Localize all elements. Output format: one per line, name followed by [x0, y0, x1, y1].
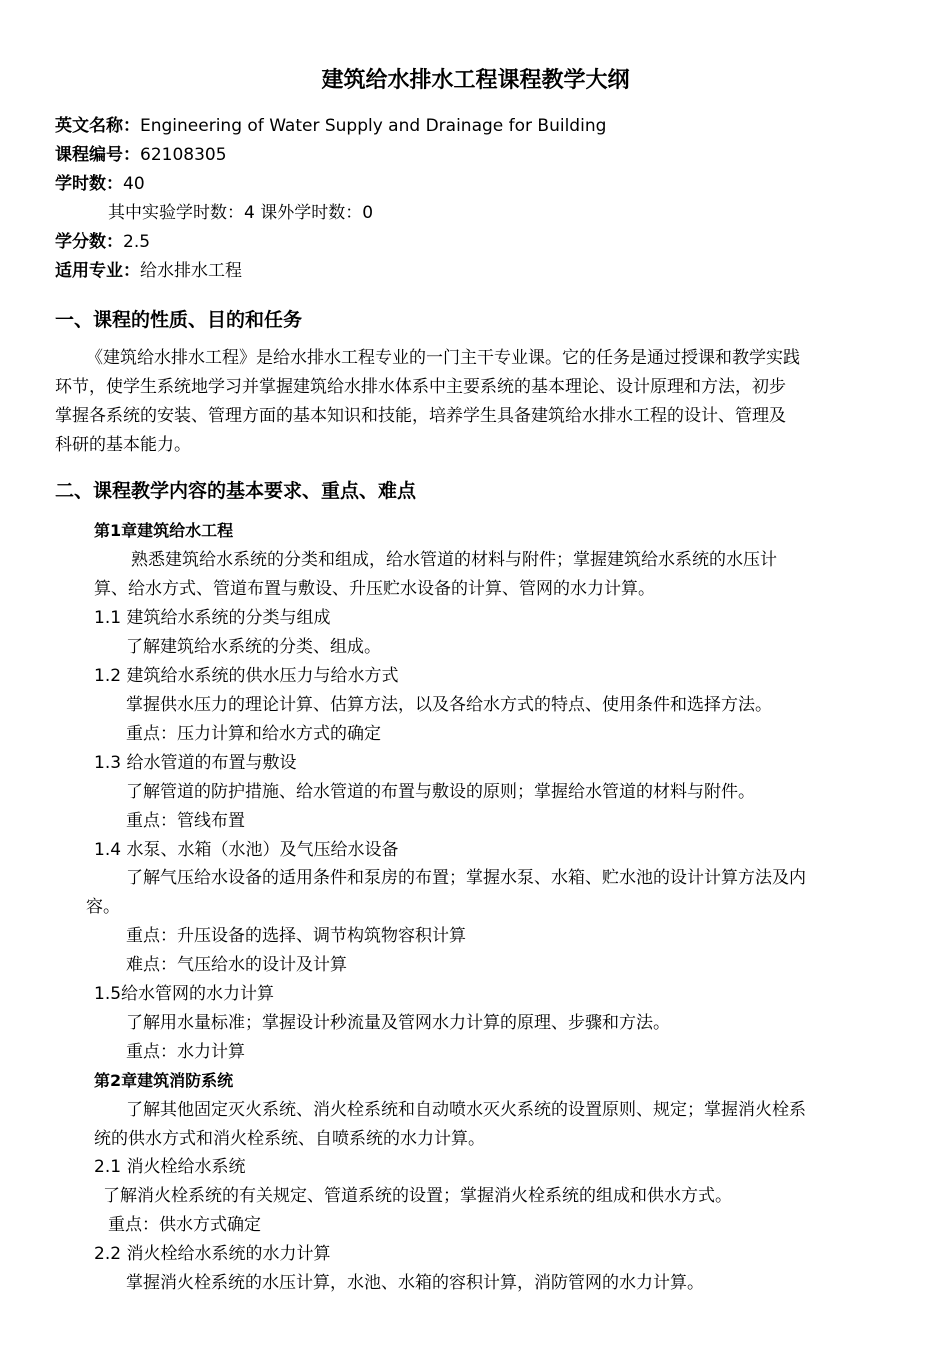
chapter1-title: 第1章建筑给水工程 [94, 521, 234, 540]
section-1-1-text: 了解建筑给水系统的分类、组成。 [126, 637, 381, 657]
chapter1-intro-line-2: 算、给水方式、管道布置与敷设、升压贮水设备的计算、管网的水力计算。 [94, 579, 655, 599]
section-2-2-heading: 2.2 消火栓给水系统的水力计算 [94, 1244, 331, 1264]
section-2-1-heading: 2.1 消火栓给水系统 [94, 1157, 246, 1177]
section-2-2-text: 掌握消火栓系统的水压计算，水池、水箱的容积计算，消防管网的水力计算。 [126, 1273, 704, 1293]
course-code-value: 62108305 [140, 145, 227, 165]
major-label: 适用专业： [55, 261, 140, 281]
section-1-3-heading: 1.3 给水管道的布置与敷设 [94, 753, 297, 773]
section-2-1-text: 了解消火栓系统的有关规定、管道系统的设置；掌握消火栓系统的组成和供水方式。 [103, 1186, 732, 1206]
section-1-2-keypoint: 重点：压力计算和给水方式的确定 [126, 724, 381, 744]
section-1-4-keypoint: 重点：升压设备的选择、调节构筑物容积计算 [126, 926, 466, 946]
english-name-line [55, 114, 606, 138]
section1-line-2: 环节，使学生系统地学习并掌握建筑给水排水体系中主要系统的基本理论、设计原理和方法，初步 [55, 377, 786, 397]
section-1-2-text: 掌握供水压力的理论计算、估算方法，以及各给水方式的特点、使用条件和选择方法。 [126, 695, 772, 715]
credits-value: 2.5 [123, 232, 151, 252]
section1-heading: 一、课程的性质、目的和任务 [55, 309, 303, 331]
hours-line [55, 172, 145, 196]
major-value: 给水排水工程 [140, 261, 242, 281]
section1-line-3: 掌握各系统的安装、管理方面的基本知识和技能，培养学生具备建筑给水排水工程的设计、管理及 [55, 406, 786, 426]
course-code-label: 课程编号： [55, 145, 140, 165]
section-1-1-heading: 1.1 建筑给水系统的分类与组成 [94, 608, 331, 628]
section1-line-1: 《建筑给水排水工程》是给水排水工程专业的一门主干专业课。它的任务是通过授课和教学实践 [86, 348, 800, 368]
credits-label: 学分数： [55, 232, 123, 252]
chapter1-intro-line-1: 熟悉建筑给水系统的分类和组成，给水管道的材料与附件；掌握建筑给水系统的水压计 [131, 550, 777, 570]
document-title: 建筑给水排水工程课程教学大纲 [321, 68, 630, 93]
english-name-value: Engineering of Water Supply and Drainage for Building [140, 116, 607, 136]
section-1-5-text: 了解用水量标准；掌握设计秒流量及管网水力计算的原理、步骤和方法。 [126, 1013, 670, 1033]
section1-line-4: 科研的基本能力。 [55, 435, 191, 455]
hours-label: 学时数： [55, 174, 123, 194]
chapter2-intro-line-2: 统的供水方式和消火栓系统、自喷系统的水力计算。 [94, 1129, 485, 1149]
section-1-4-text-line-2: 容。 [86, 897, 120, 917]
section-1-3-text: 了解管道的防护措施、给水管道的布置与敷设的原则；掌握给水管道的材料与附件。 [126, 782, 755, 802]
section-1-4-heading: 1.4 水泵、水箱（水池）及气压给水设备 [94, 840, 399, 860]
chapter2-intro-line-1: 了解其他固定灭火系统、消火栓系统和自动喷水灭火系统的设置原则、规定；掌握消火栓系 [126, 1100, 806, 1120]
major-line [55, 259, 242, 283]
hours-detail: 其中实验学时数：4 课外学时数：0 [108, 203, 374, 223]
section-1-2-heading: 1.2 建筑给水系统的供水压力与给水方式 [94, 666, 399, 686]
chapter2-title: 第2章建筑消防系统 [94, 1071, 234, 1090]
section-2-1-keypoint: 重点：供水方式确定 [108, 1215, 261, 1235]
section-1-3-keypoint: 重点：管线布置 [126, 811, 245, 831]
section-1-4-difficulty: 难点：气压给水的设计及计算 [126, 955, 347, 975]
credits-line [55, 230, 150, 254]
hours-value: 40 [123, 174, 145, 194]
course-code-line [55, 143, 227, 167]
section-1-4-text-line-1: 了解气压给水设备的适用条件和泵房的布置；掌握水泵、水箱、贮水池的设计计算方法及内 [126, 868, 806, 888]
section2-heading: 二、课程教学内容的基本要求、重点、难点 [55, 480, 417, 502]
english-name-label: 英文名称： [55, 116, 140, 136]
section-1-5-heading: 1.5给水管网的水力计算 [94, 984, 275, 1004]
section-1-5-keypoint: 重点：水力计算 [126, 1042, 245, 1062]
